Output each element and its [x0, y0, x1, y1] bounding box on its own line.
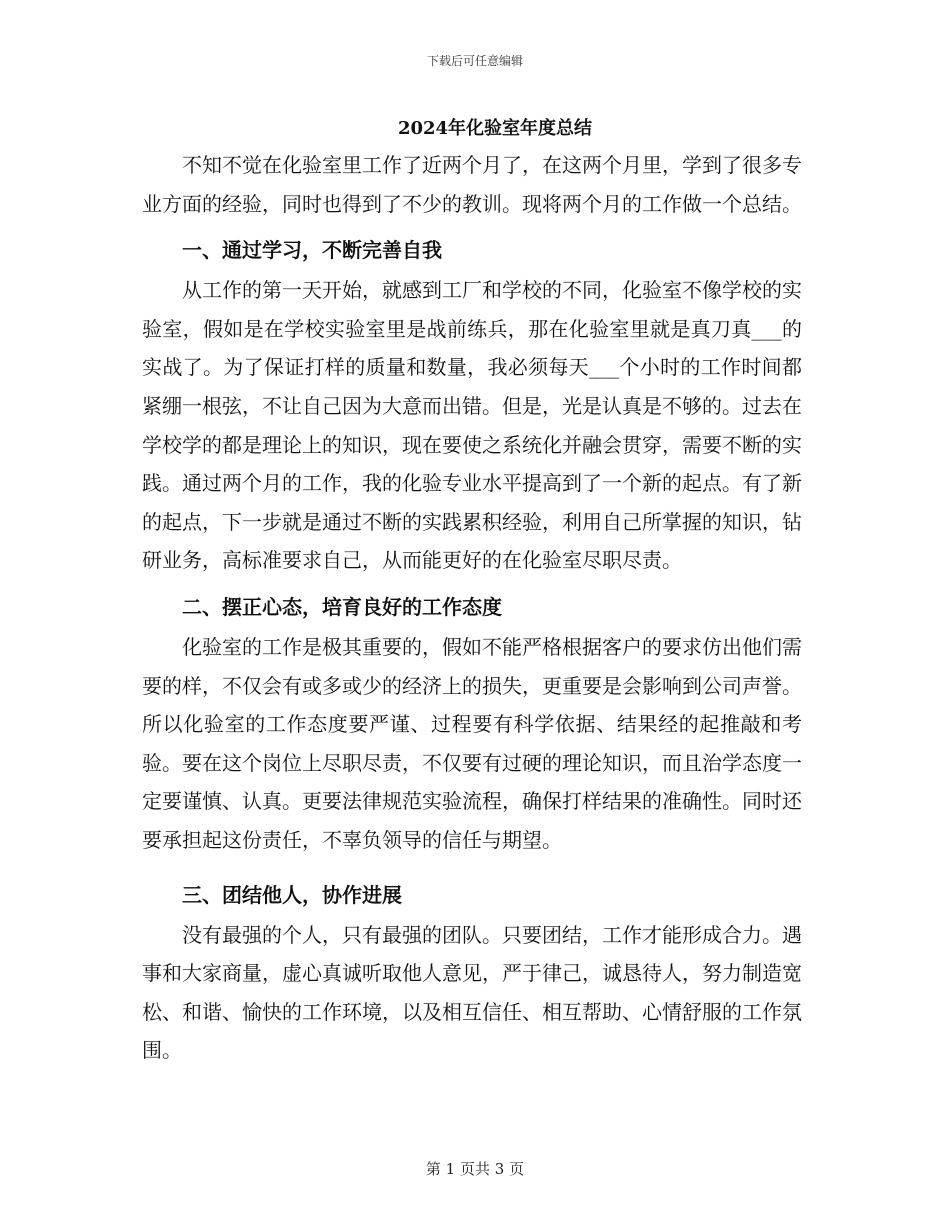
section-heading-2: 二、摆正心态，培育良好的工作态度 [182, 594, 502, 619]
intro-paragraph: 不知不觉在化验室里工作了近两个月了，在这两个月里，学到了很多专业方面的经验，同时也得到了不少的教训。现将两个月的工作做一个总结。 [142, 153, 802, 216]
page-footer: 第 1 页共 3 页 [425, 1160, 525, 1178]
header-note: 下载后可任意编辑 [426, 54, 523, 68]
document-body [142, 146, 802, 1070]
section-paragraph-1: 从工作的第一天开始，就感到工厂和学校的不同，化验室不像学校的实验室，假如是在学校实验室里是战前练兵，那在化验室里就是真刀真___的实战了。为了保证打样的质量和数量，我必须每天___个小时的工作时间都紧绷一根弦，不让自己因为大意而出错。但是，光是认真是不够的。过去在学校学的都是理论上的知识，现在要使之系统化并融会贯穿，需要不断的实践。通过两个月的工作，我的化验专业水平提高到了一个新的起点。有了新的起点，下一步就是通过不断的实践累积经验，利用自己所掌握的知识，钻研业务，高标准要求自己，从而能更好的在化验室尽职尽责。 [142, 278, 802, 573]
section-heading-3: 三、团结他人，协作进展 [182, 882, 402, 907]
section-paragraph-3: 没有最强的个人，只有最强的团队。只要团结，工作才能形成合力。遇事和大家商量，虚心真诚听取他人意见，严于律己，诚恳待人，努力制造宽松、和谐、愉快的工作环境，以及相互信任、相互帮助、心情舒服的工作氛围。 [142, 922, 802, 1063]
document-title: 2024年化验室年度总结 [397, 118, 593, 139]
section-heading-1: 一、通过学习，不断完善自我 [182, 238, 442, 263]
section-paragraph-2: 化验室的工作是极其重要的，假如不能严格根据客户的要求仿出他们需要的样，不仅会有或多或少的经济上的损失，更重要是会影响到公司声誉。所以化验室的工作态度要严谨、过程要有科学依据、结果经的起推敲和考验。要在这个岗位上尽职尽责，不仅要有过硬的理论知识，而且治学态度一定要谨慎、认真。更要法律规范实验流程，确保打样结果的准确性。同时还要承担起这份责任，不辜负领导的信任与期望。 [142, 634, 802, 852]
